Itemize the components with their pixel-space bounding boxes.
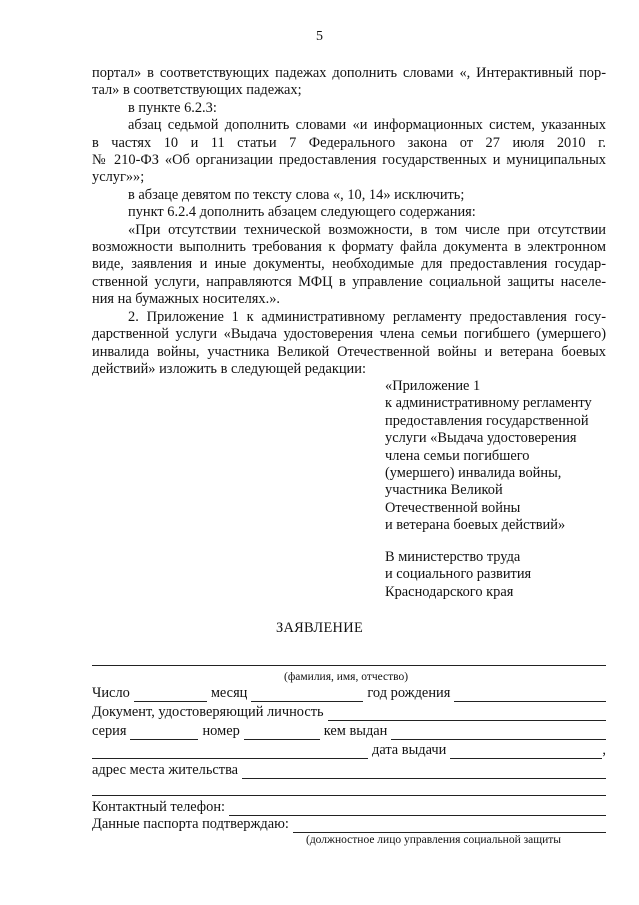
month-label: месяц xyxy=(210,685,248,701)
recipient-line: и социального развития xyxy=(385,566,532,583)
phone-label: Контактный телефон: xyxy=(92,799,226,815)
p1-line1: портал» в соответствующих падежах дополнить словами «, Интерактивный пор- xyxy=(92,65,606,81)
issued-by-field[interactable] xyxy=(391,726,606,740)
recipient-line: В министерство труда xyxy=(385,549,521,565)
series-field[interactable] xyxy=(130,726,198,740)
day-label: Число xyxy=(92,685,130,701)
application-form xyxy=(92,650,606,850)
issue-date-comma: , xyxy=(602,742,606,758)
address-continued-field[interactable] xyxy=(92,782,606,796)
p7-line2: дарственной услуги «Выдача удостоверения члена семьи погибшего (умершего) xyxy=(92,326,606,343)
p3-line3: № 210-ФЗ «Об организации предоставления государственных и муниципальных xyxy=(92,152,606,169)
official-caption: (должностное лицо управления социальной защиты xyxy=(306,834,562,846)
p7-line1: 2. Приложение 1 к административному регламенту предоставления госу- xyxy=(128,308,606,325)
issue-date-label: дата выдачи xyxy=(372,742,447,758)
body-text xyxy=(92,65,606,378)
appendix-line: участника Великой xyxy=(385,482,503,499)
issue-date-field[interactable] xyxy=(450,745,602,759)
id-document-label: Документ, удостоверяющий личность xyxy=(92,704,324,720)
issued-by-label: кем выдан xyxy=(323,723,388,739)
number-label: номер xyxy=(202,723,240,739)
appendix-line: услуги «Выдача удостоверения xyxy=(385,430,577,447)
p6-line5: ния на бумажных носителях.». xyxy=(92,291,280,308)
p2: в пункте 6.2.3: xyxy=(128,99,217,116)
page-number: 5 xyxy=(316,29,323,44)
appendix-line: (умершего) инвалида войны, xyxy=(385,465,562,482)
fio-field[interactable] xyxy=(92,652,606,666)
day-field[interactable] xyxy=(134,688,207,702)
appendix-line: и ветерана боевых действий» xyxy=(385,517,566,534)
series-label: серия xyxy=(92,723,127,739)
p7-line4: действий» изложить в следующей редакции: xyxy=(92,360,366,377)
number-field[interactable] xyxy=(244,726,320,740)
appendix-heading xyxy=(385,378,615,535)
p6-line3: виде, заявления и иные документы, необходимые для предоставления государ- xyxy=(92,256,606,273)
p6-line1: «При отсутствии технической возможности, в том числе при отсутствии xyxy=(128,221,606,238)
birth-year-label: год рождения xyxy=(367,685,451,701)
appendix-line: к административному регламенту xyxy=(385,395,592,412)
recipient-block xyxy=(385,549,615,601)
appendix-line: Отечественной войны xyxy=(385,499,521,516)
p6-line2: возможности выполнить требования к формату файла документа в электронном xyxy=(92,239,606,256)
form-title: ЗАЯВЛЕНИЕ xyxy=(275,620,364,636)
recipient-line: Краснодарского края xyxy=(385,583,514,600)
passport-confirm-label: Данные паспорта подтверждаю: xyxy=(92,816,289,832)
official-signature-field[interactable] xyxy=(293,819,606,833)
issued-by-continued-field[interactable] xyxy=(92,745,368,759)
p3-line2: в частях 10 и 11 статьи 7 Федерального закона от 27 июля 2010 г. xyxy=(92,134,606,151)
p4: в абзаце девятом по тексту слова «, 10, 14» исключить; xyxy=(128,186,465,203)
address-field[interactable] xyxy=(242,765,606,779)
appendix-line: предоставления государственной xyxy=(385,412,589,429)
p5: пункт 6.2.4 дополнить абзацем следующего содержания: xyxy=(128,204,476,221)
p6-line4: ственной услуги, направляются МФЦ в управление социальной защиты населе- xyxy=(92,273,606,290)
fio-caption: (фамилия, имя, отчество) xyxy=(284,671,409,683)
birth-year-field[interactable] xyxy=(454,688,606,702)
p3-line1: абзац седьмой дополнить словами «и информационных систем, указанных xyxy=(128,117,606,134)
month-field[interactable] xyxy=(251,688,363,702)
appendix-line: «Приложение 1 xyxy=(385,378,481,394)
phone-field[interactable] xyxy=(229,802,606,816)
address-label: адрес места жительства xyxy=(92,762,239,778)
id-document-field[interactable] xyxy=(328,707,606,721)
p7-line3: инвалида войны, участника Великой Отечественной войны и ветерана боевых xyxy=(92,343,606,360)
appendix-line: члена семьи погибшего xyxy=(385,447,530,464)
p3-line4: услуг»»; xyxy=(92,169,145,186)
p1-line2: тал» в соответствующих падежах; xyxy=(92,82,302,99)
